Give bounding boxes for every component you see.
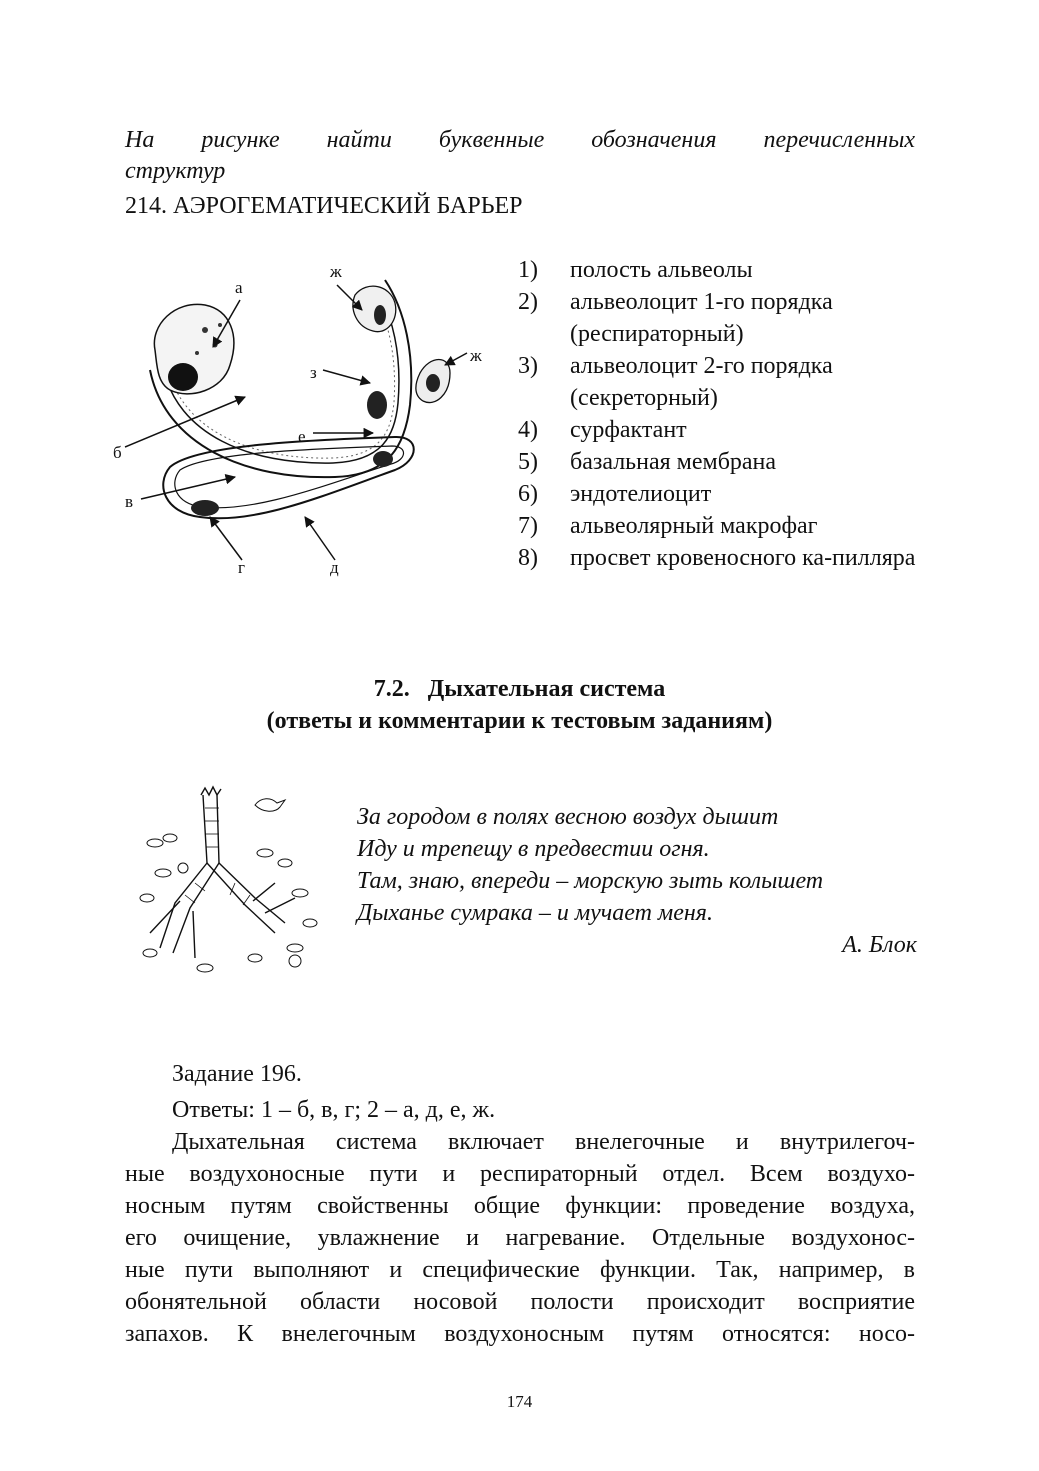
label-b: б — [113, 443, 122, 462]
body-line: обонятельной области носовой полости происходит восприятие — [125, 1289, 915, 1315]
body-line: запахов. К внелегочным воздухоносным путям относятся: носо- — [125, 1321, 915, 1347]
label-a: а — [235, 278, 243, 297]
bird-icon — [255, 799, 285, 812]
body-line: его очищение, увлажнение и нагревание. Отдельные воздухонос- — [125, 1225, 915, 1251]
poem-line: Иду и трепещу в предвестии огня. — [357, 836, 710, 862]
section-title — [0, 673, 1039, 737]
list-item: 2) альвеолоцит 1-го порядка (респираторный) — [518, 289, 833, 347]
label-g: г — [238, 558, 245, 577]
page-number: 174 — [506, 1392, 533, 1411]
section-title-line-1: 7.2. Дыхательная система — [373, 676, 666, 702]
label-z: з — [310, 363, 317, 382]
list-item: 6) эндотелиоцит — [518, 481, 712, 507]
poem-line: За городом в полях весною воздух дышит — [357, 804, 779, 830]
poem — [357, 801, 917, 961]
body-line: ные воздухоносные пути и респираторный отдел. Всем воздухо- — [125, 1161, 915, 1187]
body-paragraph — [125, 1126, 915, 1350]
poem-line: Там, знаю, впереди – морскую зыть колышет — [357, 868, 824, 894]
label-zh-right: ж — [470, 346, 482, 365]
answers-text: Ответы: 1 – б, в, г; 2 – а, д, е, ж. — [172, 1097, 496, 1123]
list-item: 5) базальная мембрана — [518, 449, 777, 475]
body-line: Дыхательная система включает внелегочные и внутрилегоч- — [172, 1129, 915, 1155]
section-title-line-2: (ответы и комментарии к тестовым заданиям) — [266, 708, 773, 734]
list-item: 1) полость альвеолы — [518, 257, 753, 283]
body-line: носным путям свойственны общие функции: проведение воздуха, — [125, 1193, 915, 1219]
body-line: ные пути выполняют и специфические функции. Так, например, в — [125, 1257, 915, 1283]
question-heading: 214. АЭРОГЕМАТИЧЕСКИЙ БАРЬЕР — [125, 193, 523, 219]
label-zh-top: ж — [330, 262, 342, 281]
instruction-line-2: структур — [125, 158, 226, 184]
instruction-line-1: На рисунке найти буквенные обозначения перечисленных — [125, 127, 915, 153]
task-label: Задание 196. — [172, 1061, 302, 1087]
structure-list — [518, 254, 918, 574]
poem-line: Дыханье сумрака – и мучает меня. — [357, 900, 713, 926]
label-v: в — [125, 492, 134, 511]
list-item: 8) просвет кровеносного ка-пилляра — [518, 545, 916, 571]
list-item: 3) альвеолоцит 2-го порядка (секреторный) — [518, 353, 833, 411]
bronchial-tree-illustration — [135, 783, 335, 983]
air-blood-barrier-figure — [105, 255, 500, 585]
poem-author: А. Блок — [842, 932, 917, 958]
label-e: е — [298, 427, 306, 446]
list-item: 7) альвеолярный макрофаг — [518, 513, 818, 539]
list-item: 4) сурфактант — [518, 417, 687, 443]
label-d: д — [330, 558, 339, 577]
